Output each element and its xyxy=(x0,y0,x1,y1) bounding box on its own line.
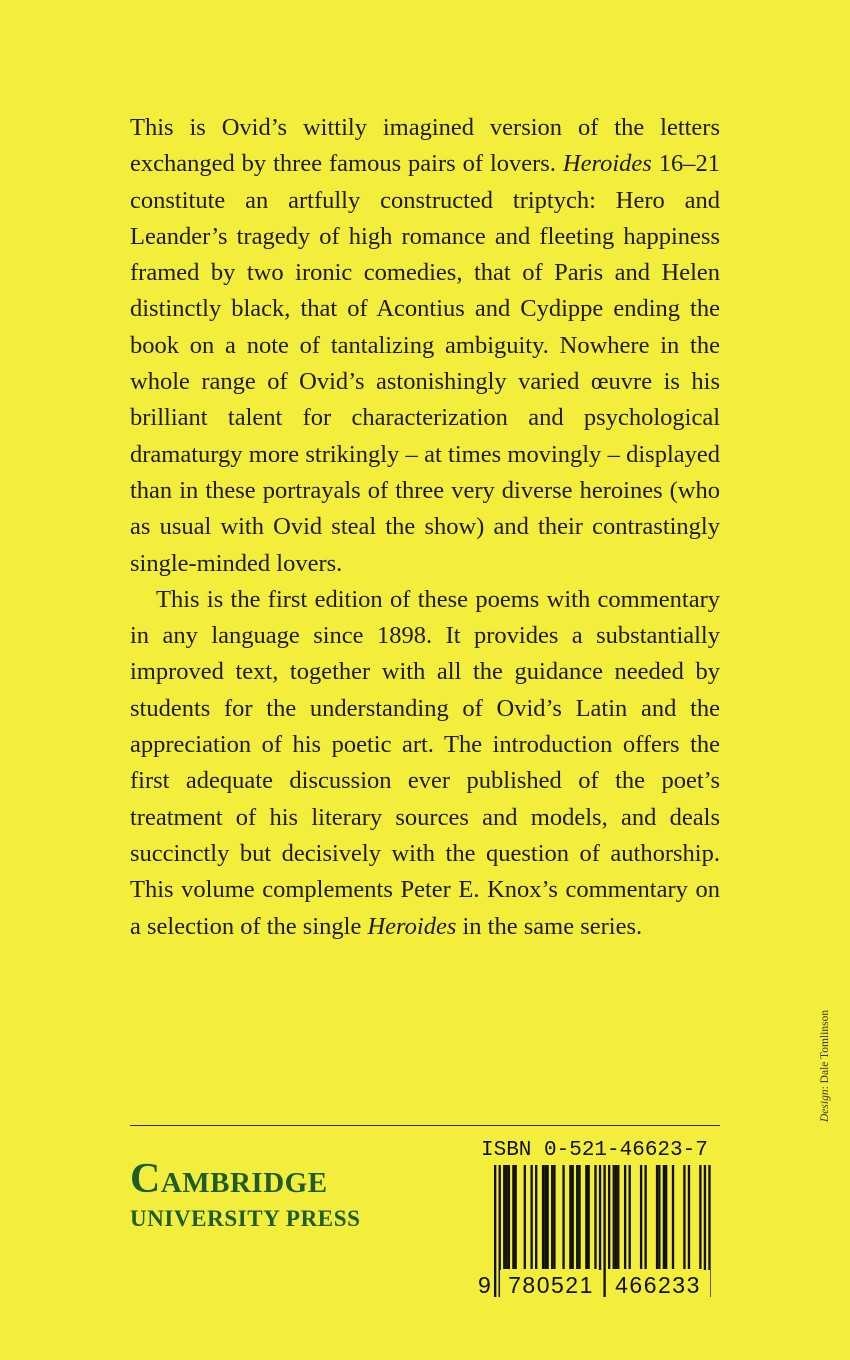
barcode-bar xyxy=(587,1165,589,1269)
barcode-bar xyxy=(608,1165,610,1269)
divider-rule xyxy=(130,1125,720,1126)
blurb-p1-text-b: 16–21 constitute an artfully constructed triptych: Hero and Leander’s tragedy of high romance and fleeting happiness framed by two ironic comedies, that of Paris and Helen distinctly black, that of Acontius and Cydippe ending the book on a note of tantalizing ambiguity. Nowhere in the whole range of Ovid’s astonishingly varied œuvre is his brilliant talent for characterization and psychological dramaturgy more strikingly – at times movingly – displayed than in these portrayals of three very diverse heroines (who as usual with Ovid steal the show) and their contrastingly single-minded lovers. xyxy=(130,150,720,577)
publisher-name: Cambridge xyxy=(130,1156,328,1202)
barcode-bar xyxy=(615,1165,617,1269)
barcode-bar xyxy=(594,1165,596,1269)
barcode-bar xyxy=(512,1165,514,1269)
barcode-bar xyxy=(572,1165,574,1269)
barcode-digits-right: 466233 xyxy=(606,1270,710,1300)
barcode-bar xyxy=(569,1165,571,1269)
barcode-bar xyxy=(553,1165,555,1269)
barcode-bar xyxy=(515,1165,517,1269)
blurb-p2-title: Heroides xyxy=(367,912,457,940)
barcode-bar xyxy=(644,1165,646,1269)
blurb-p1-text-a: This is Ovid’s wittily imagined version of the letters exchanged by three famous pairs of lovers. xyxy=(130,114,720,178)
barcode-bar xyxy=(530,1165,532,1269)
barcode-bar xyxy=(613,1165,615,1269)
design-credit-label: Design xyxy=(819,1089,831,1122)
barcode-bar xyxy=(524,1165,526,1269)
barcode-digits-left: 780521 xyxy=(500,1270,602,1300)
barcode-bar xyxy=(688,1165,690,1269)
barcode-bar xyxy=(508,1165,510,1269)
barcode-bar xyxy=(617,1165,619,1269)
blurb-p2-text-a: This is the first edition of these poems with commentary in any language since 1898. It provides a substantially improved text, together with all the guidance needed by students for the understanding of Ovid’s Latin and the appreciation of his poetic art. The introduction offers the first adequate discussion ever published of the poet’s treatment of his literary sources and models, and deals succinctly but decisively with the question of authorship. This volume complements Peter E. Knox’s commentary on a selection of the single xyxy=(130,585,720,940)
barcode-bar xyxy=(629,1165,631,1269)
barcode-bar xyxy=(624,1165,626,1269)
barcode-bar xyxy=(562,1165,564,1269)
barcode-bar xyxy=(503,1165,505,1269)
barcode-bar xyxy=(665,1165,667,1269)
isbn-label: ISBN 0-521-46623-7 xyxy=(481,1139,708,1162)
publisher-logo xyxy=(130,1158,361,1232)
barcode-digit-first: 9 xyxy=(478,1272,491,1298)
barcode-bar xyxy=(658,1165,660,1269)
barcode-digits xyxy=(478,1270,722,1300)
barcode-bar xyxy=(544,1165,546,1269)
barcode-bar xyxy=(542,1165,544,1269)
barcode-bar xyxy=(683,1165,685,1269)
design-credit-name: : Dale Tomlinson xyxy=(819,1009,831,1090)
blurb-p1-title: Heroides xyxy=(562,150,652,178)
barcode-bar xyxy=(505,1165,507,1269)
barcode-bar xyxy=(640,1165,642,1269)
blurb-paragraph-2 xyxy=(130,582,720,945)
barcode-bar xyxy=(699,1165,701,1269)
back-cover-blurb xyxy=(130,110,720,945)
barcode-bar xyxy=(585,1165,587,1269)
design-credit xyxy=(819,1010,831,1122)
blurb-p2-text-b: in the same series. xyxy=(456,912,643,940)
barcode-bar xyxy=(578,1165,580,1269)
barcode-bar xyxy=(535,1165,537,1269)
barcode-bar xyxy=(551,1165,553,1269)
barcode-bar xyxy=(546,1165,548,1269)
blurb-paragraph-1 xyxy=(130,110,720,582)
barcode-bar xyxy=(576,1165,578,1269)
publisher-subtitle: UNIVERSITY PRESS xyxy=(130,1206,361,1231)
barcode-bar xyxy=(663,1165,665,1269)
barcode-bar xyxy=(656,1165,658,1269)
barcode-bar xyxy=(672,1165,674,1269)
